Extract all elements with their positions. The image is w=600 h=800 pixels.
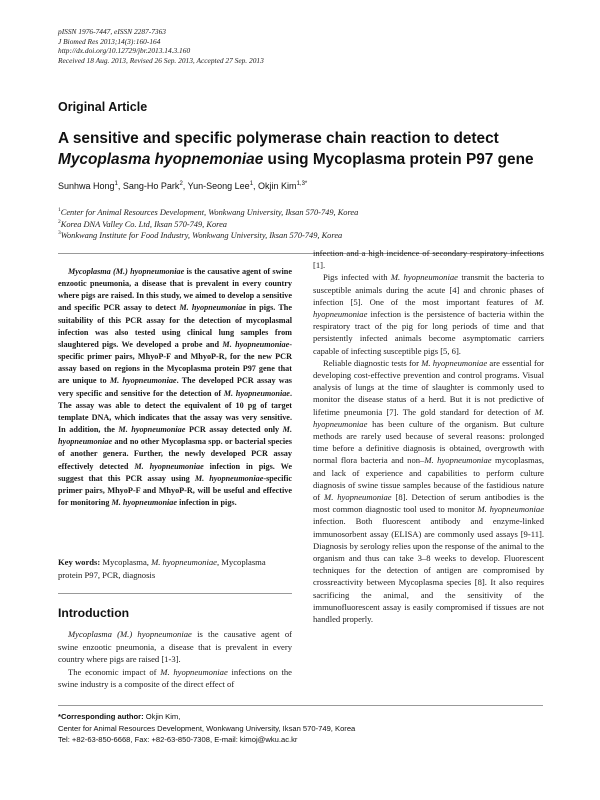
author-affil-ref: 2 bbox=[179, 181, 183, 187]
introduction-heading: Introduction bbox=[58, 606, 130, 620]
author-affil-ref: 1,3* bbox=[296, 181, 308, 187]
author-name: Sang-Ho Park bbox=[122, 181, 180, 191]
text-segment: is the causative agent of swine enzootic pneumonia, a disease that is prevalent in every country where pigs are raised. In this study, we aimed to develop a sensitive and specific PCR assay to detect bbox=[58, 267, 292, 313]
introduction-body bbox=[58, 628, 292, 691]
text-segment: infection is the persistence of bacteria within the respiratory tract of the pig for long periods of time and that persistently infected animals become asymptomatic carriers capable of infecting susceptible pigs [5, 6]. bbox=[313, 309, 544, 356]
journal-metadata bbox=[58, 27, 358, 65]
text-segment: infection. Both fluorescent antibody and enzyme-linked immunosorbent assay (ELISA) are commonly used assays [9-11]. Diagnosis by serology relies upon the response of the animal to the organism and thus can take 3–8 weeks to develop. Fluorescent techniques for the detection of antigen are compromised by crossreactivity between Mycoplasma species [8]. It also requires sacrificing the animal, and the sensitivity of the immunofluorescent assay is easily compromised if tissues are not handled properly. bbox=[313, 516, 544, 625]
italic-text-segment: M. hyopneumoniae bbox=[58, 425, 292, 447]
corresponding-author-name: Okjin Kim, bbox=[143, 712, 181, 721]
author-separator: , bbox=[253, 181, 259, 191]
corresponding-author-line bbox=[58, 711, 543, 723]
text-segment: . The assay was able to detect the equivalent of 10 pg of target template DNA, which indicates that the assay was very sensitive. In addition, the bbox=[58, 388, 292, 435]
text-segment: PCR assay detected only bbox=[185, 425, 283, 435]
italic-text-segment: M. hyopneumoniae bbox=[194, 473, 264, 483]
keywords bbox=[58, 556, 292, 581]
text-segment: [8]. Detection of serum antibodies is the most common diagnostic tool used to monitor bbox=[313, 492, 544, 515]
paragraph bbox=[313, 357, 544, 625]
corresponding-author-label: *Corresponding author: bbox=[58, 712, 144, 721]
author bbox=[58, 181, 123, 191]
text-segment: Mycoplasma, bbox=[100, 557, 152, 567]
italic-text-segment: M. hyopneumoniae bbox=[134, 461, 204, 471]
author-name: Okjin Kim bbox=[258, 181, 297, 191]
text-segment: in pigs. The suitability of this PCR assay for the detection of mycoplasmal infection was also tested using clinical lung samples from slaughtered pigs. We developed a probe and bbox=[58, 303, 292, 349]
text-segment: infections on the swine industry is a composite of the direct effect of bbox=[58, 666, 292, 689]
italic-text-segment: M. hyopneumoniae bbox=[151, 557, 217, 567]
title-part-1: A sensitive and specific polymerase chain reaction to detect bbox=[58, 130, 499, 147]
italic-text-segment: Mycoplasma (M.) hyopneumoniae bbox=[68, 267, 185, 276]
italic-text-segment: M. hyopneumoniae bbox=[421, 357, 488, 368]
author bbox=[123, 181, 188, 191]
italic-text-segment: M. hyopneumoniae bbox=[179, 303, 246, 313]
title-part-2: using Mycoplasma protein P97 gene bbox=[263, 151, 534, 168]
received-dates: Received 18 Aug. 2013, Revised 26 Sep. 2013, Accepted 27 Sep. 2013 bbox=[58, 55, 264, 65]
abstract bbox=[58, 266, 292, 509]
text-segment: are essential for developing cost-effective prevention and control programs. Visual analysis of lungs at the time of slaughter is commonly used to monitor the disease status of a herd. But it is not predictive of lifetime pneumonia [7]. The gold standard for detection of bbox=[313, 357, 544, 417]
text-segment: The economic impact of bbox=[68, 666, 161, 677]
corresponding-author-footnote bbox=[58, 711, 543, 746]
affiliation: $^2$Korea DNA Valley Co. Ltd, Iksan 570-749, Korea bbox=[58, 218, 227, 229]
paragraph bbox=[58, 666, 292, 691]
italic-text-segment: M. hyopneumoniae bbox=[424, 455, 492, 466]
footnote-divider bbox=[58, 705, 543, 706]
italic-text-segment: M. hyopneumoniae bbox=[118, 425, 186, 435]
italic-text-segment: M. hyopneumoniae bbox=[324, 492, 392, 503]
text-segment: mycoplasmas, and lack of experience and capabilities to perform culture diagnosis of swine tissue samples because of the fastidious nature of bbox=[313, 455, 544, 503]
italic-text-segment: M. hyopneumoniae bbox=[390, 272, 458, 283]
issn-line: pISSN 1976-7447, eISSN 2287-7363 bbox=[58, 27, 166, 36]
author-separator: , bbox=[182, 181, 188, 191]
italic-text-segment: M. hyopneumoniae bbox=[313, 296, 544, 320]
italic-text-segment: M. hyopneumoniae bbox=[111, 497, 178, 507]
keywords-label: Key words: bbox=[58, 557, 101, 567]
right-column-body bbox=[313, 247, 544, 625]
text-segment: Reliable diagnostic tests for bbox=[323, 357, 422, 368]
italic-text-segment: M. hyopneumoniae bbox=[160, 666, 228, 677]
author-affil-ref: 1 bbox=[114, 181, 118, 187]
text-segment: infection in pigs. bbox=[177, 497, 237, 507]
journal-citation: J Biomed Res 2013;14(3):160-164 bbox=[58, 36, 161, 46]
author bbox=[258, 181, 307, 191]
italic-text-segment: Mycoplasma (M.) hyopneumoniae bbox=[68, 629, 192, 639]
text-segment: has been culture of the organism. But culture methods are rarely used because of several reasons: prolonged time before a definitive diagnosis is obtained, overgrowth with normal flora bacteria and non– bbox=[313, 418, 544, 466]
text-segment: Pigs infected with bbox=[323, 272, 391, 283]
article-type: Original Article bbox=[58, 100, 148, 114]
title-italic: Mycoplasma hyopnemoniae bbox=[58, 151, 264, 168]
text-segment: infection and a high incidence of secondary respiratory infections [1]. bbox=[313, 248, 544, 271]
doi-link[interactable]: http://dx.doi.org/10.12729/jbr.2013.14.3.160 bbox=[58, 46, 191, 56]
keywords-divider bbox=[58, 593, 292, 594]
text-segment: , Mycoplasma protein P97, PCR, diagnosis bbox=[58, 557, 266, 580]
article-title bbox=[58, 128, 548, 170]
author-affil-ref: 1 bbox=[249, 181, 254, 187]
text-segment: -specific primer pairs, MhyoP-F and MhyoP-R, will be useful and effective for monitoring bbox=[58, 473, 292, 507]
text-segment: is the causative agent of swine enzootic pneumonia, a disease that is prevalent in every country where pigs are raised [1-3]. bbox=[58, 629, 293, 664]
author-separator: , bbox=[117, 181, 123, 191]
text-segment: -specific primer pairs, MhyoP-F and MhyoP-R, for the new PCR assay based on regions in the Mycoplasma protein P97 gene that are unique to bbox=[58, 339, 292, 386]
author-name: Yun-Seong Lee bbox=[187, 181, 250, 191]
text-segment: infection in pigs. We suggest that this PCR assay using bbox=[58, 461, 292, 483]
author-list bbox=[58, 180, 548, 192]
text-segment: transmit the bacteria to susceptible animals during the acute [4] and chronic phases of infection [5]. One of the most important features of bbox=[313, 272, 544, 307]
italic-text-segment: M. hyopneumoniae bbox=[223, 388, 290, 398]
text-segment: and no other Mycoplasma spp. or bacterial species of another genera. Further, the newly developed PCR assay effectively detected bbox=[58, 437, 292, 471]
italic-text-segment: M. hyopneumoniae bbox=[477, 504, 545, 515]
text-segment: . The developed PCR assay was very specific and sensitive for the detection of bbox=[58, 376, 292, 398]
paragraph bbox=[58, 628, 292, 666]
author bbox=[188, 181, 258, 191]
paragraph bbox=[313, 247, 544, 271]
italic-text-segment: M. hyopneumoniae bbox=[313, 406, 544, 429]
corresponding-author-contact: Tel: +82-63-850-6668, Fax: +82-63-850-7308, E-mail: kimoj@wku.ac.kr bbox=[58, 735, 298, 745]
italic-text-segment: M. hyopneumoniae bbox=[109, 376, 177, 386]
affiliation: $^3$Wonkwang Institute for Food Industry, Wonkwang University, Iksan 570-749, Korea bbox=[58, 230, 343, 241]
italic-text-segment: M. hyopneumoniae bbox=[222, 339, 290, 349]
affiliation: $^1$Center for Animal Resources Development, Wonkwang University, Iksan 570-749, Korea bbox=[58, 207, 359, 217]
paragraph bbox=[313, 271, 544, 356]
corresponding-author-address: Center for Animal Resources Development, Wonkwang University, Iksan 570-749, Korea bbox=[58, 723, 356, 733]
author-name: Sunhwa Hong bbox=[58, 181, 115, 191]
affiliation-list bbox=[58, 207, 548, 242]
